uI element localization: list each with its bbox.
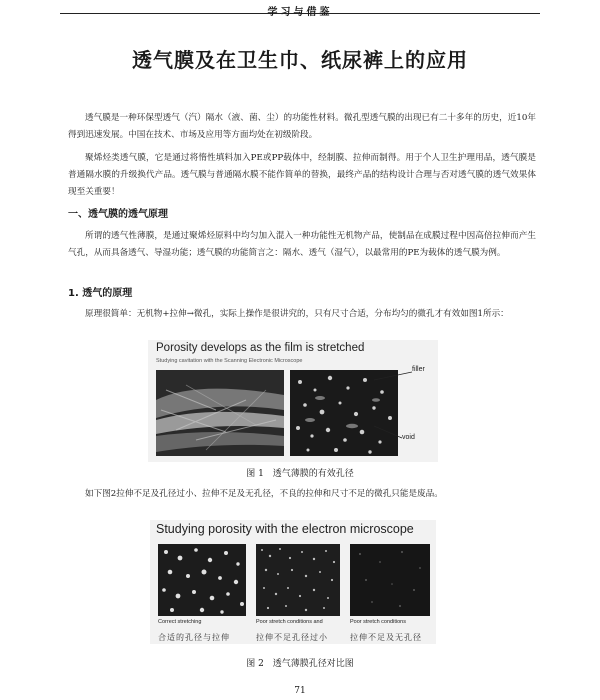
figure1-subtitle: Studying cavitation with the Scanning Electronic Microscope (156, 358, 303, 364)
header-section-label: 学习与借鉴 (267, 7, 333, 18)
intro-paragraph-2: 聚烯烃类透气膜，它是通过将惰性填料加入PE或PP载体中，经制膜、拉伸而制得。用于个人卫生护理用品，透气膜是普通隔水膜的升级换代产品。透气膜与普通隔水膜不能作简单的替换，最终产品的结构设计合理与否对透气膜的透气效果体现至关重要！ (68, 153, 536, 197)
figure2-panel-caption-1: Correct stretching (158, 619, 202, 625)
figure1-label-filler: filler (412, 366, 425, 373)
figure2-title: Studying porosity with the electron microscope (156, 522, 414, 536)
subsection-heading-1: 1. 透气的原理 (68, 288, 133, 299)
figure2-handwritten-caption-3: 拉伸不足及无孔径 (350, 633, 422, 642)
figure2-handwritten-caption-1: 合适的孔径与拉伸 (158, 633, 230, 642)
figure1-caption: 图 1 透气薄膜的有效孔径 (246, 469, 354, 479)
figure2-handwritten-caption-2: 拉伸不足孔径过小 (256, 633, 328, 642)
figure2-panel-caption-2: Poor stretch conditions and (256, 619, 323, 625)
sem-poor-stretch-no-pores (350, 544, 430, 616)
figure2-intro-paragraph: 如下图2拉伸不足及孔径过小、拉伸不足及无孔径，不良的拉伸和尺寸不足的微孔只能是废品。 (85, 489, 443, 499)
section1-paragraph: 所谓的透气性薄膜，是通过聚烯烃原料中均匀加入混入一种功能性无机物产品，使制品在成膜过程中因高倍拉伸而产生气孔，从而具备透气、导湿功能；透气膜的功能简言之：隔水、透气（湿气），以最常用的PE为载体的透气膜为例。 (68, 231, 536, 258)
sem-poor-stretch-small-pores (256, 544, 340, 616)
figure2-panel-caption-3: Poor stretch conditions (350, 619, 406, 625)
sem-correct-stretching (158, 544, 246, 616)
intro-paragraph-1: 透气膜是一种环保型透气（汽）隔水（液、菌、尘）的功能性材料。微孔型透气膜的出现已有二十多年的历史，近10年得到迅速发展。中国在技术、市场及应用等方面均处在初级阶段。 (68, 113, 536, 140)
section-heading-1: 一、透气膜的透气原理 (68, 209, 168, 220)
figure1-label-void: void (402, 434, 415, 441)
figure2-caption: 图 2 透气薄膜孔径对比图 (246, 659, 354, 669)
subsection1-paragraph: 原理很简单：无机物+拉伸→微孔，实际上操作是很讲究的，只有尺寸合适，分布均匀的微孔才有效如图1所示： (85, 309, 509, 319)
page-number: 71 (294, 686, 306, 696)
sem-image-fibrous (156, 370, 284, 456)
figure1-title: Porosity develops as the film is stretched (156, 342, 365, 354)
running-header (60, 0, 540, 18)
article-title: 透气膜及在卫生巾、纸尿裤上的应用 (132, 48, 468, 72)
